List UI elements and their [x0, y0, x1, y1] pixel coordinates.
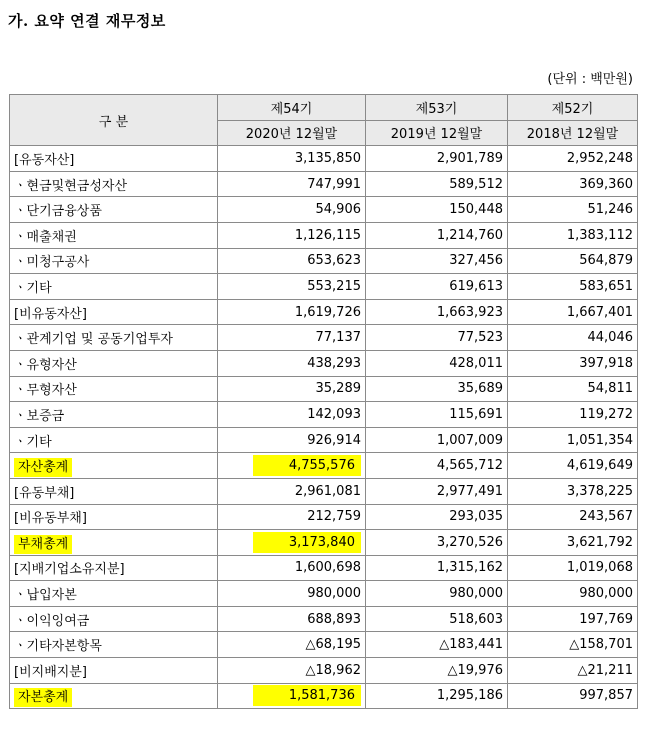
row-label-text: ㆍ유형자산 [14, 357, 77, 373]
row-value-text: △183,441 [439, 637, 503, 653]
row-value [366, 632, 508, 658]
row-value-text: 619,613 [449, 278, 503, 294]
row-label [10, 581, 218, 607]
row-label-text: ㆍ무형자산 [14, 383, 77, 399]
row-label [10, 683, 218, 709]
row-value [218, 504, 366, 530]
row-value-text: 518,603 [449, 611, 503, 627]
row-value [366, 504, 508, 530]
row-value [508, 555, 638, 581]
row-value [366, 402, 508, 428]
row-value [508, 683, 638, 709]
table-row [10, 555, 638, 581]
row-value-text: 1,007,009 [436, 432, 503, 448]
row-label [10, 632, 218, 658]
row-value-text: 583,651 [579, 278, 633, 294]
row-value-text: 1,019,068 [566, 560, 633, 576]
row-value [218, 146, 366, 172]
row-value [508, 402, 638, 428]
table-row [10, 402, 638, 428]
financial-summary-table [9, 94, 638, 709]
row-value [218, 632, 366, 658]
row-value [366, 453, 508, 479]
row-value-text: 4,565,712 [436, 458, 503, 474]
row-value [366, 427, 508, 453]
table-row [10, 606, 638, 632]
row-label [10, 248, 218, 274]
row-label-text: ㆍ현금및현금성자산 [14, 178, 128, 194]
row-value-text: 212,759 [307, 509, 361, 525]
row-label-text: ㆍ매출채권 [14, 229, 77, 245]
row-value [218, 683, 366, 709]
row-value-text: 980,000 [307, 586, 361, 602]
row-label [10, 274, 218, 300]
row-value [218, 478, 366, 504]
row-value-text: 3,621,792 [566, 534, 633, 550]
row-value [508, 658, 638, 684]
row-value-text: 142,093 [307, 406, 361, 422]
row-value-text: 1,667,401 [566, 304, 633, 320]
row-value [508, 274, 638, 300]
period-date-header: 2020년 12월말 [218, 120, 366, 146]
row-value [366, 376, 508, 402]
row-value [366, 171, 508, 197]
row-value-text: △21,211 [577, 662, 633, 678]
row-value-text: 35,689 [457, 381, 503, 397]
row-value-text: 54,811 [587, 381, 633, 397]
row-value [218, 427, 366, 453]
table-row [10, 350, 638, 376]
table-row [10, 274, 638, 300]
row-label [10, 555, 218, 581]
row-value-text: 119,272 [579, 406, 633, 422]
row-value [508, 197, 638, 223]
row-value-text: 369,360 [579, 176, 633, 192]
category-header: 구 분 [10, 95, 218, 146]
row-value-text: 397,918 [579, 355, 633, 371]
row-label-text: [지배기업소유지분] [14, 562, 125, 578]
row-label [10, 325, 218, 351]
row-value-text: 980,000 [449, 586, 503, 602]
row-value-text: 1,315,162 [436, 560, 503, 576]
row-label [10, 478, 218, 504]
row-value-text: 1,126,115 [294, 227, 361, 243]
row-label [10, 146, 218, 172]
row-value [366, 530, 508, 556]
row-value [366, 478, 508, 504]
row-value [218, 606, 366, 632]
row-value-text: △68,195 [305, 637, 361, 653]
row-value [218, 453, 366, 479]
row-value [218, 197, 366, 223]
row-label [10, 606, 218, 632]
row-value [218, 402, 366, 428]
row-label-text: 자본총계 [14, 688, 72, 707]
period-date-header: 2018년 12월말 [508, 120, 638, 146]
row-label-text: [비유동자산] [14, 306, 87, 322]
row-value-text: 1,295,186 [436, 688, 503, 704]
row-value [508, 504, 638, 530]
row-label-text: ㆍ관계기업 및 공동기업투자 [14, 332, 173, 348]
row-label-text: ㆍ단기금융상품 [14, 204, 102, 220]
row-value-text: 2,901,789 [436, 150, 503, 166]
table-row [10, 427, 638, 453]
row-label [10, 376, 218, 402]
row-label [10, 530, 218, 556]
row-value-text: △18,962 [305, 662, 361, 678]
row-value-text: 438,293 [307, 355, 361, 371]
row-value [218, 299, 366, 325]
row-value [508, 299, 638, 325]
row-value [508, 325, 638, 351]
row-label-text: ㆍ보증금 [14, 408, 65, 424]
row-value-text: 197,769 [579, 611, 633, 627]
table-row [10, 222, 638, 248]
row-value [366, 299, 508, 325]
table-row [10, 658, 638, 684]
row-value [508, 171, 638, 197]
row-label-text: ㆍ기타 [14, 280, 52, 296]
row-value-text: 1,214,760 [436, 227, 503, 243]
row-value [366, 325, 508, 351]
row-label-text: ㆍ이익잉여금 [14, 613, 90, 629]
row-value [508, 222, 638, 248]
row-value-text: 653,623 [307, 253, 361, 269]
row-value-text: 2,961,081 [294, 483, 361, 499]
row-label-text: ㆍ기타 [14, 434, 52, 450]
row-value-text: 3,270,526 [436, 534, 503, 550]
row-label-text: [비유동부채] [14, 511, 87, 527]
row-value-text: 150,448 [449, 202, 503, 218]
row-value [508, 146, 638, 172]
row-label [10, 299, 218, 325]
row-value-text: 1,663,923 [436, 304, 503, 320]
period-term-header: 제54기 [218, 95, 366, 121]
row-value-text: △19,976 [447, 662, 503, 678]
table-row [10, 299, 638, 325]
section-title: 가. 요약 연결 재무정보 [8, 12, 166, 30]
period-term-header: 제52기 [508, 95, 638, 121]
period-term-header: 제53기 [366, 95, 508, 121]
row-value [366, 606, 508, 632]
row-label [10, 350, 218, 376]
row-value [218, 530, 366, 556]
row-value [366, 222, 508, 248]
row-value-text: 553,215 [307, 278, 361, 294]
table-row [10, 581, 638, 607]
row-value-text: 688,893 [307, 611, 361, 627]
row-value [366, 146, 508, 172]
row-value-text: 4,755,576 [253, 455, 361, 476]
row-value [218, 325, 366, 351]
period-date-header: 2019년 12월말 [366, 120, 508, 146]
row-label [10, 402, 218, 428]
row-value [508, 530, 638, 556]
row-value [366, 555, 508, 581]
row-value-text: 2,977,491 [436, 483, 503, 499]
row-value-text: 4,619,649 [566, 458, 633, 474]
row-value-text: 564,879 [579, 253, 633, 269]
row-value-text: 3,135,850 [294, 150, 361, 166]
table-row [10, 171, 638, 197]
row-label [10, 658, 218, 684]
row-value-text: 1,051,354 [566, 432, 633, 448]
table-row [10, 325, 638, 351]
row-label-text: [유동부채] [14, 485, 75, 501]
row-value-text: 327,456 [449, 253, 503, 269]
row-label [10, 504, 218, 530]
row-value [508, 376, 638, 402]
row-value [366, 658, 508, 684]
row-value [366, 683, 508, 709]
row-value [508, 478, 638, 504]
row-value-text: 77,523 [457, 330, 503, 346]
row-value [218, 274, 366, 300]
unit-note: (단위 : 백만원) [547, 72, 633, 87]
row-value-text: 115,691 [449, 406, 503, 422]
row-value [218, 222, 366, 248]
row-value [508, 350, 638, 376]
row-value [366, 248, 508, 274]
table-row [10, 683, 638, 709]
row-value [218, 248, 366, 274]
row-value-text: 589,512 [449, 176, 503, 192]
row-value [508, 453, 638, 479]
table-row [10, 632, 638, 658]
table-row [10, 530, 638, 556]
table-row [10, 146, 638, 172]
table-row [10, 453, 638, 479]
row-value-text: △158,701 [569, 637, 633, 653]
row-label-text: ㆍ기타자본항목 [14, 639, 102, 655]
row-value-text: 1,619,726 [294, 304, 361, 320]
row-label [10, 222, 218, 248]
row-value-text: 54,906 [315, 202, 361, 218]
row-value [218, 581, 366, 607]
table-row [10, 478, 638, 504]
table-row [10, 376, 638, 402]
row-value [218, 350, 366, 376]
row-label-text: 부채총계 [14, 535, 72, 554]
row-value-text: 51,246 [587, 202, 633, 218]
table-row [10, 248, 638, 274]
row-value-text: 77,137 [315, 330, 361, 346]
row-value-text: 2,952,248 [566, 150, 633, 166]
row-value-text: 980,000 [579, 586, 633, 602]
row-label-text: [비지배지분] [14, 664, 87, 680]
row-value-text: 3,173,840 [253, 532, 361, 553]
row-value-text: 926,914 [307, 432, 361, 448]
row-value-text: 1,383,112 [566, 227, 633, 243]
row-value [508, 248, 638, 274]
row-label [10, 453, 218, 479]
row-label [10, 171, 218, 197]
row-label-text: ㆍ미청구공사 [14, 255, 90, 271]
row-value [508, 581, 638, 607]
row-value-text: 243,567 [579, 509, 633, 525]
table-row [10, 197, 638, 223]
row-value [508, 632, 638, 658]
row-value-text: 997,857 [579, 688, 633, 704]
row-label [10, 197, 218, 223]
row-label-text: 자산총계 [14, 458, 72, 477]
row-value-text: 35,289 [315, 381, 361, 397]
table-body [10, 146, 638, 709]
row-value-text: 293,035 [449, 509, 503, 525]
row-value [218, 658, 366, 684]
row-label [10, 427, 218, 453]
row-value [366, 197, 508, 223]
row-value [366, 274, 508, 300]
row-value [218, 376, 366, 402]
row-value-text: 1,581,736 [253, 685, 361, 706]
row-value [218, 171, 366, 197]
row-value [218, 555, 366, 581]
row-value-text: 747,991 [307, 176, 361, 192]
row-value [508, 606, 638, 632]
row-label-text: [유동자산] [14, 152, 75, 168]
row-value [366, 581, 508, 607]
row-value-text: 1,600,698 [294, 560, 361, 576]
row-value-text: 44,046 [587, 330, 633, 346]
table-row [10, 504, 638, 530]
row-value-text: 3,378,225 [566, 483, 633, 499]
row-value [508, 427, 638, 453]
table-header [10, 95, 638, 146]
row-label-text: ㆍ납입자본 [14, 588, 77, 604]
row-value-text: 428,011 [449, 355, 503, 371]
row-value [366, 350, 508, 376]
